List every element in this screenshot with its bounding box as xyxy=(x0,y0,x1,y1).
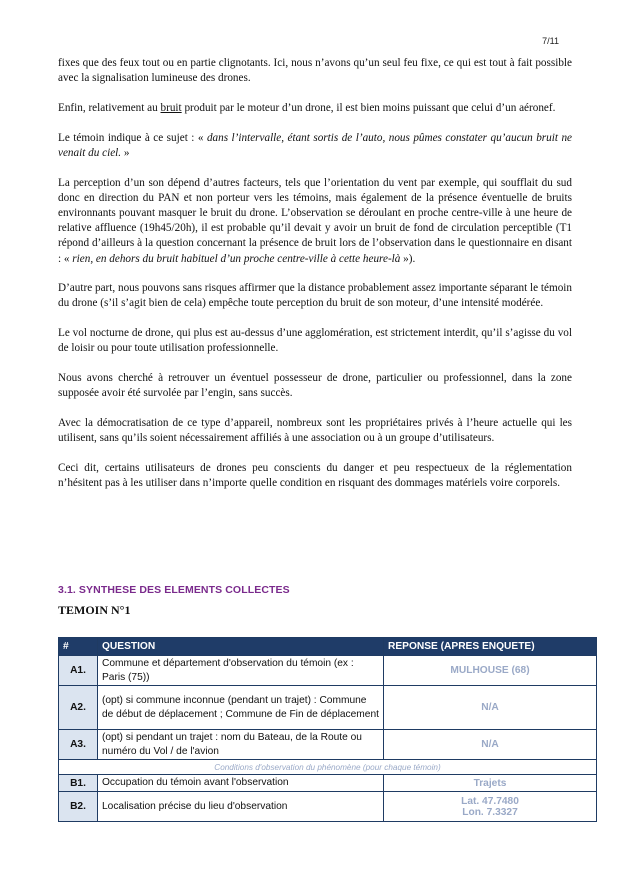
condition-row xyxy=(59,760,597,775)
p3-after: » xyxy=(121,146,130,159)
table-row xyxy=(59,792,597,822)
p3-before: Le témoin indique à ce sujet : « xyxy=(58,131,207,144)
row-answer: N/A xyxy=(384,686,597,730)
row-answer xyxy=(384,792,597,822)
p3-quote: dans l’intervalle, étant sortis de l’auto, nous pûmes constater qu’aucun bruit ne venait du ciel. xyxy=(58,131,573,159)
row-question: (opt) si pendant un trajet : nom du Bateau, de la Route ou numéro du Vol / de l'avion xyxy=(98,730,384,760)
p2-underlined-word: bruit xyxy=(160,101,182,114)
body-text xyxy=(58,56,572,506)
row-question: Occupation du témoin avant l'observation xyxy=(98,775,384,792)
p4-quote: rien, en dehors du bruit habituel d’un proche centre-ville à cette heure-là xyxy=(72,252,401,265)
paragraph-5: D’autre part, nous pouvons sans risques affirmer que la distance probablement assez importante séparant le témoin du drone (s’il s’agit bien de cela) empêche toute perception du bruit de son moteur, d’une intensité modérée. xyxy=(58,282,572,310)
p2-after: produit par le moteur d’un drone, il est bien moins puissant que celui d’un aéronef. xyxy=(181,101,556,114)
paragraph-4 xyxy=(58,176,572,267)
page-number: 7/11 xyxy=(542,36,559,46)
paragraph-2 xyxy=(58,101,572,116)
row-code: B2. xyxy=(59,792,98,822)
header-num: # xyxy=(59,638,98,656)
witness-subtitle: TEMOIN N°1 xyxy=(58,603,131,617)
row-code: A3. xyxy=(59,730,98,760)
paragraph-1: fixes que des feux tout ou en partie clignotants. Ici, nous n’avons qu’un seul feu fixe, ce qui est tout à fait possible avec la signalisation lumineuse des drones. xyxy=(58,57,572,85)
header-question: QUESTION xyxy=(98,638,384,656)
table-header-row xyxy=(59,638,597,656)
row-answer: MULHOUSE (68) xyxy=(384,656,597,686)
p2-before: Enfin, relativement au xyxy=(58,101,161,114)
paragraph-9: Ceci dit, certains utilisateurs de drones peu conscients du danger et peu respectueux de la réglementation n’hésitent pas à les utiliser dans n’importe quelle condition en risquant des dommages matériels voire corporels. xyxy=(58,461,572,490)
row-answer: N/A xyxy=(384,730,597,760)
section-title: 3.1. SYNTHESE DES ELEMENTS COLLECTES xyxy=(58,584,290,596)
row-question: (opt) si commune inconnue (pendant un trajet) : Commune de début de déplacement ; Commune de Fin de déplacement xyxy=(98,686,384,730)
condition-text: Conditions d'observation du phénomène (pour chaque témoin) xyxy=(59,760,597,775)
p4-after: »). xyxy=(400,252,416,265)
row-answer: Trajets xyxy=(384,775,597,792)
row-question: Commune et département d'observation du témoin (ex : Paris (75)) xyxy=(98,656,384,686)
table-row xyxy=(59,775,597,792)
table-row xyxy=(59,686,597,730)
header-answer: REPONSE (APRES ENQUETE) xyxy=(384,638,597,656)
latitude-value: Lat. 47.7480 xyxy=(461,795,519,807)
table-row xyxy=(59,730,597,760)
paragraph-8: Avec la démocratisation de ce type d’appareil, nombreux sont les propriétaires privés à l’heure actuelle qui les utilisent, sans qu’ils soient nécessairement affiliés à une association ou à un groupe d’utilisateurs. xyxy=(58,416,572,445)
paragraph-6: Le vol nocturne de drone, qui plus est au-dessus d’une agglomération, est strictement interdit, qu’il s’agisse du vol de loisir ou pour toute utilisation professionnelle. xyxy=(58,327,572,355)
synthesis-table xyxy=(58,637,597,822)
table-row xyxy=(59,656,597,686)
longitude-value: Lon. 7.3327 xyxy=(462,806,518,818)
row-question: Localisation précise du lieu d'observation xyxy=(98,792,384,822)
p4-before: La perception d’un son dépend d’autres facteurs, tels que l’orientation du vent par exemple, qui soufflait du sud donc en direction du PAN et non porteur vers les témoins, mais également de la présence éventuelle de bruits environnants pouvant masquer le bruit du drone. L’observation se déroulant en proche centre-ville à une heure de relative affluence (19h45/20h), il est probable qu’il devait y avoir un bruit de fond de circulation perceptible (T1 répond d’ailleurs à la question concernant la présence de bruit lors de l’observation dans le questionnaire en disant : « xyxy=(58,176,572,265)
paragraph-7: Nous avons cherché à retrouver un éventuel possesseur de drone, particulier ou professionnel, dans la zone supposée avoir été survolée par l’engin, sans succès. xyxy=(58,372,572,400)
row-code: A1. xyxy=(59,656,98,686)
row-code: A2. xyxy=(59,686,98,730)
paragraph-3 xyxy=(58,131,572,161)
row-code: B1. xyxy=(59,775,98,792)
